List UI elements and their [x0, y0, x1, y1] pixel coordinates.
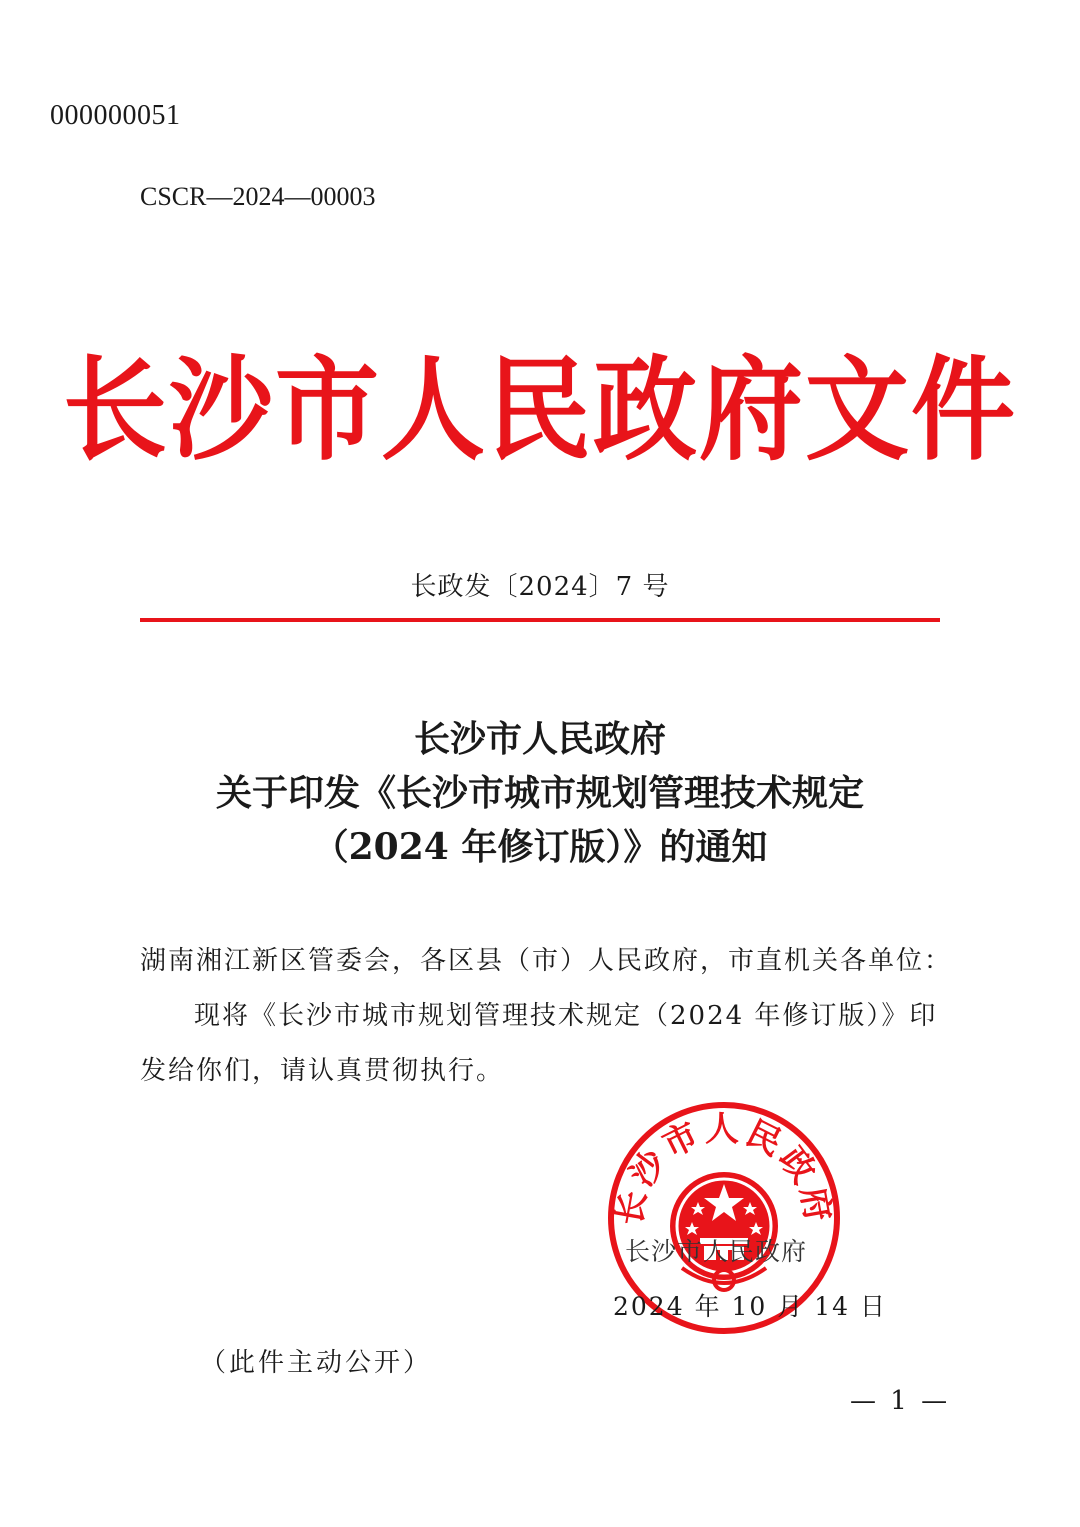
serial-number: 000000051	[50, 100, 181, 131]
svg-text:长沙市人民政府: 长沙市人民政府	[609, 1109, 839, 1229]
document-code: CSCR—2024—00003	[140, 182, 376, 211]
red-divider-rule	[140, 618, 940, 622]
title-line-3: （2024 年修订版）》的通知	[312, 826, 768, 868]
addressee-line: 湖南湘江新区管委会，各区县（市）人民政府，市直机关各单位：	[140, 946, 953, 976]
document-number: 长政发〔2024〕7 号	[410, 572, 670, 602]
notice-title	[0, 712, 1080, 874]
red-header-title: 长沙市人民政府文件	[62, 343, 1017, 476]
body-paragraph-line-2: 发给你们，请认真贯彻执行。	[140, 1056, 505, 1086]
page-number: — 1 —	[850, 1386, 951, 1416]
signing-organization: 长沙市人民政府	[625, 1237, 808, 1266]
disclosure-note: （此件主动公开）	[200, 1348, 433, 1378]
title-line-1: 长沙市人民政府	[413, 718, 666, 760]
body-paragraph-line-1: 现将《长沙市城市规划管理技术规定（2024 年修订版）》印	[194, 1001, 938, 1031]
title-line-2: 关于印发《长沙市城市规划管理技术规定	[215, 772, 864, 814]
signing-date: 2024 年 10 月 14 日	[613, 1292, 887, 1321]
